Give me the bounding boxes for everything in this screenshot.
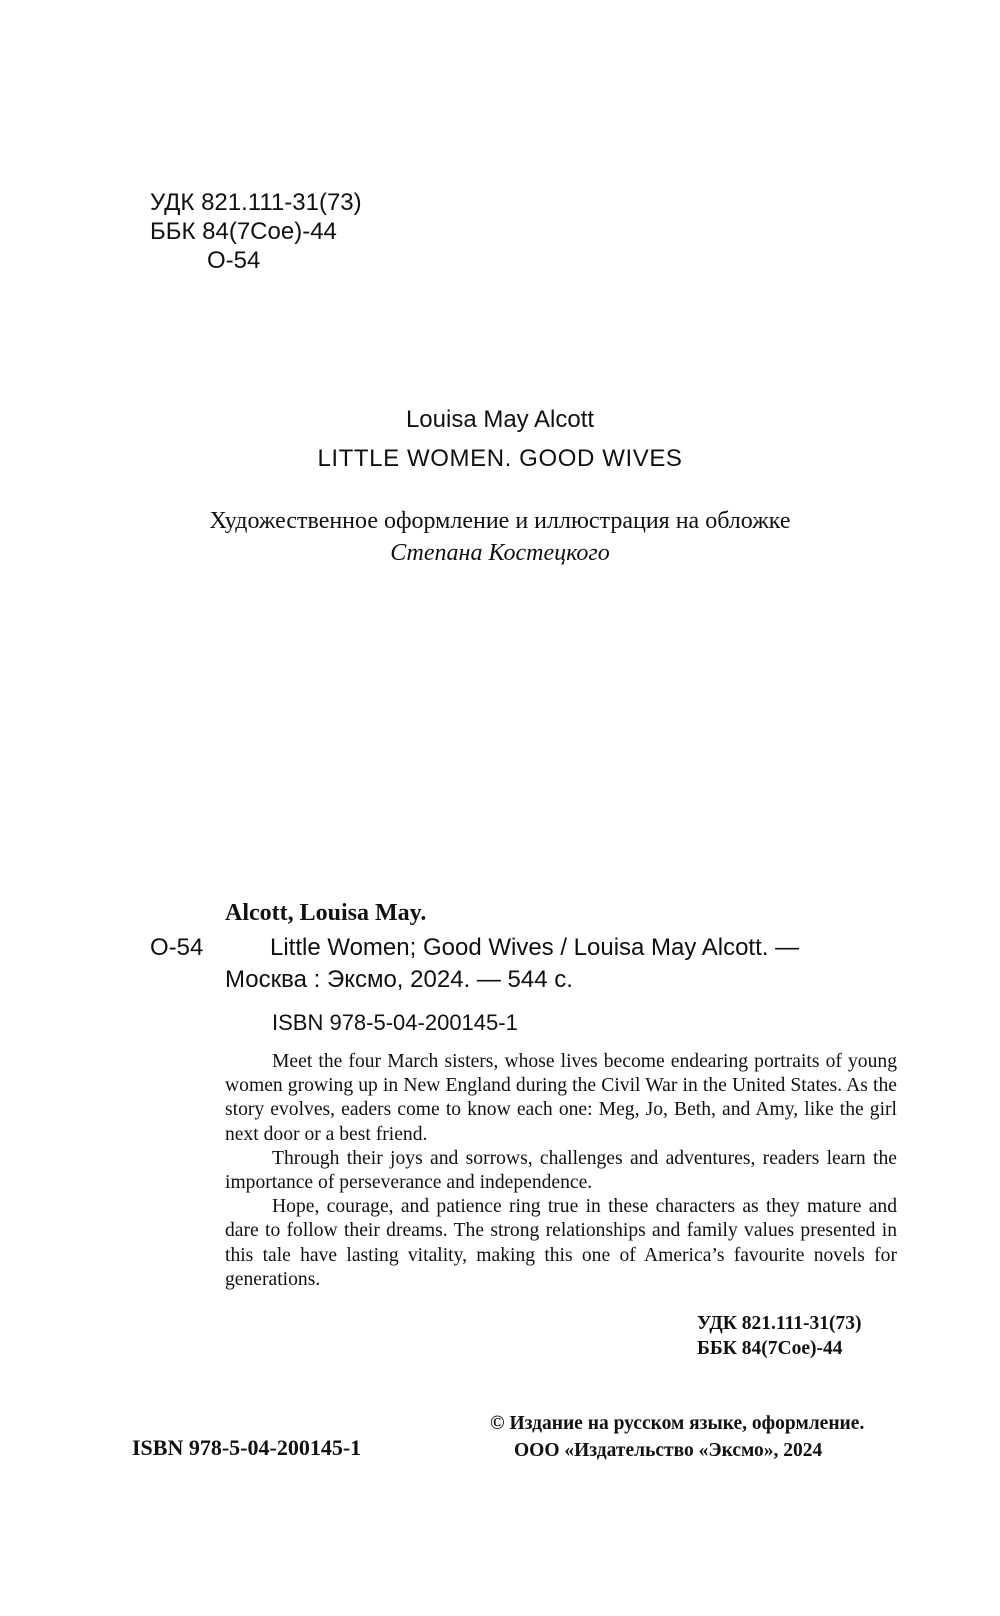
annotation xyxy=(225,1050,897,1292)
bbk-code: ББК 84(7Сое)-44 xyxy=(150,218,337,245)
book-title: LITTLE WOMEN. GOOD WIVES xyxy=(317,445,683,472)
footer-isbn: ISBN 978-5-04-200145-1 xyxy=(132,1435,362,1460)
copyright-line-2: ООО «Издательство «Эксмо», 2024 xyxy=(514,1440,823,1461)
card-bibliographic-line: Little Women; Good Wives / Louisa May Alcott. — xyxy=(270,934,800,961)
card-author-mark: О-54 xyxy=(150,934,204,961)
annotation-paragraph: Through their joys and sorrows, challenges and adventures, readers learn the importance of perseverance and independence. xyxy=(225,1147,897,1194)
card-bbk-code: ББК 84(7Сое)-44 xyxy=(697,1338,843,1359)
book-author: Louisa May Alcott xyxy=(405,406,595,433)
card-isbn: ISBN 978-5-04-200145-1 xyxy=(272,1010,518,1035)
design-credit: Художественное оформление и иллюстрация на обложке xyxy=(209,508,791,534)
illustrator-name: Степана Костецкого xyxy=(390,540,610,566)
annotation-paragraph: Meet the four March sisters, whose lives become endearing portraits of young women growing up in New England during the Civil War in the United States. As the story evolves, eaders come to know each one: Meg, Jo, Beth, and Amy, like the girl next door or a best friend. xyxy=(225,1051,897,1145)
card-imprint-line: Москва : Эксмо, 2024. — 544 с. xyxy=(225,966,573,993)
annotation-paragraph: Hope, courage, and patience ring true in these characters as they mature and dare to follow their dreams. The strong relationships and family values presented in this tale have lasting vitality, making this one of America’s favourite novels for generations. xyxy=(225,1196,897,1290)
udk-code: УДК 821.111-31(73) xyxy=(150,189,362,216)
author-mark: О-54 xyxy=(207,247,261,274)
card-udk-code: УДК 821.111-31(73) xyxy=(697,1313,862,1334)
copyright-line-1: © Издание на русском языке, оформление. xyxy=(490,1413,865,1434)
card-heading: Alcott, Louisa May. xyxy=(225,900,427,926)
